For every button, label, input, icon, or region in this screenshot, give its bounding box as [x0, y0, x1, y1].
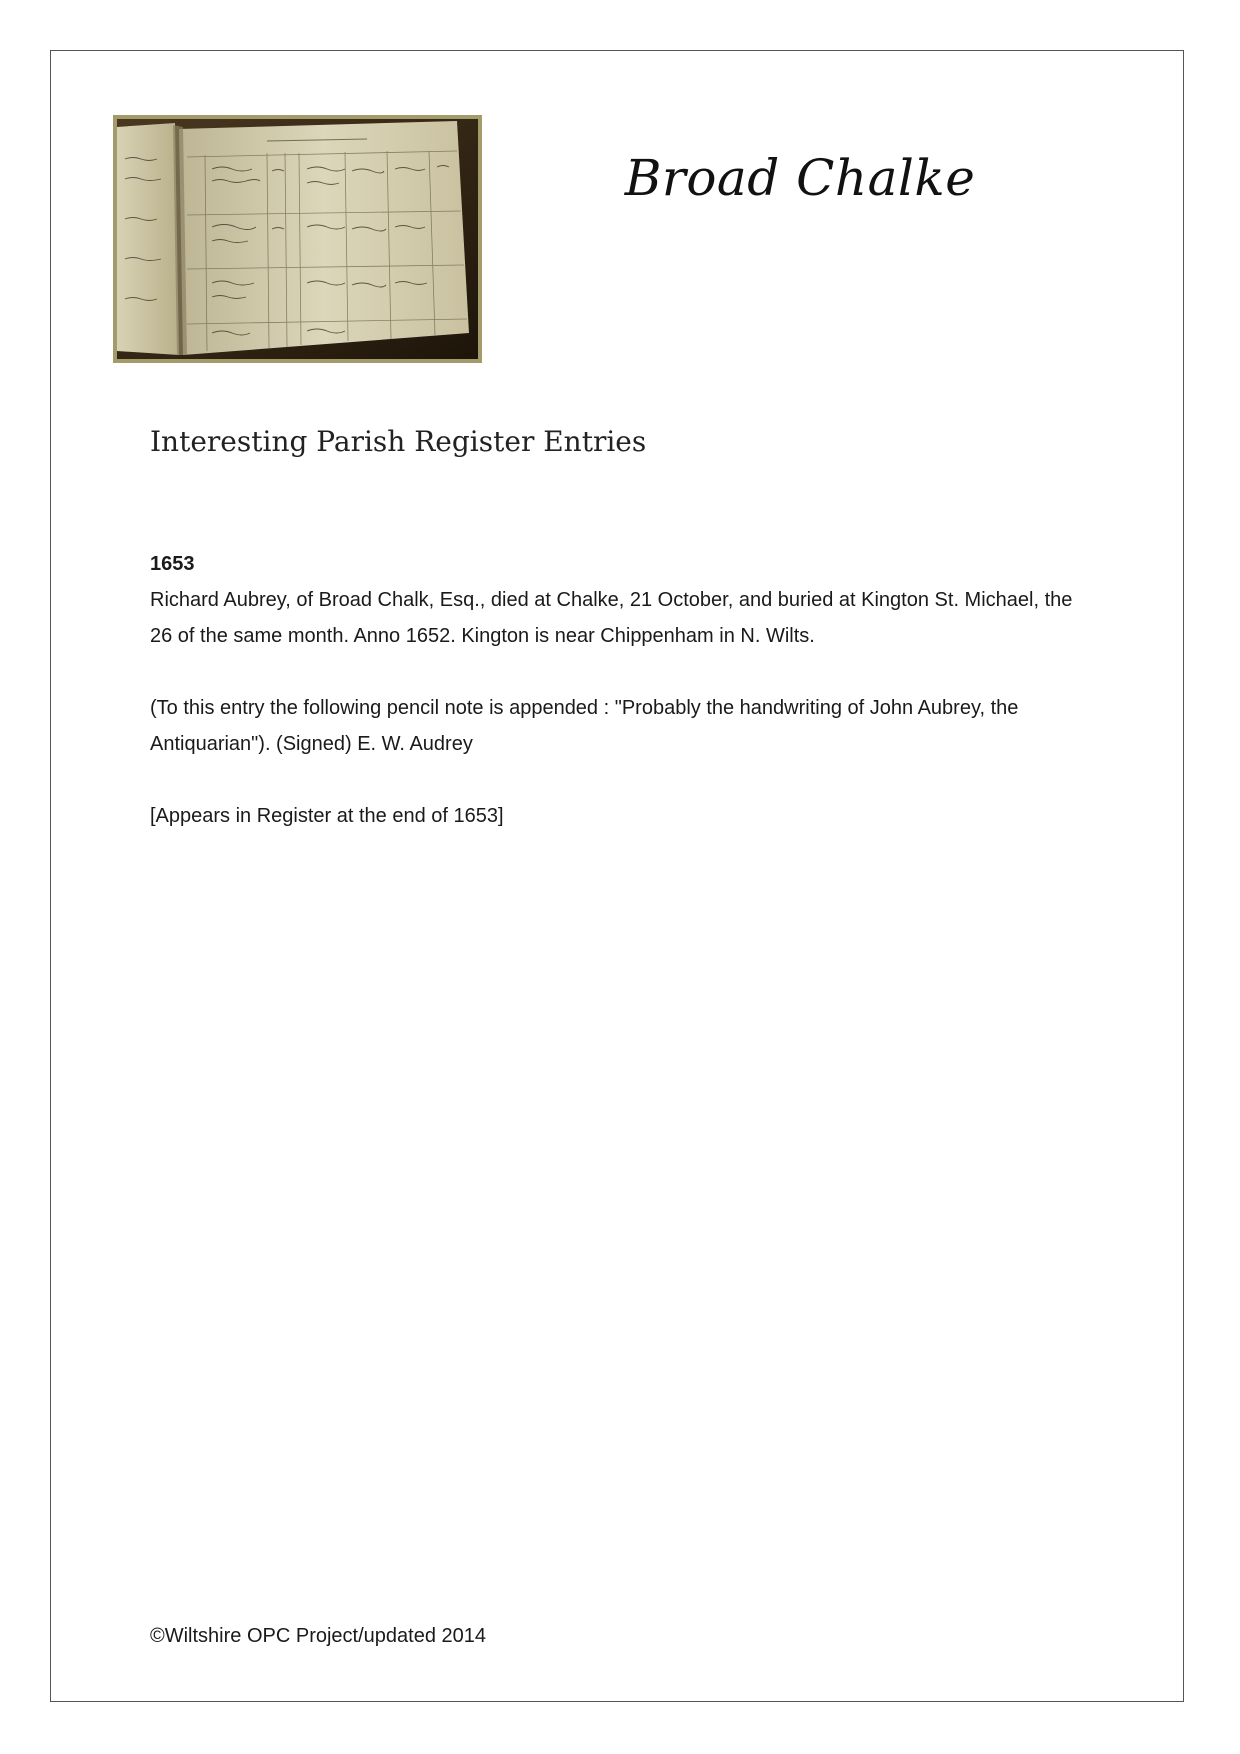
entry-year: 1653	[150, 553, 195, 575]
entry-note: (To this entry the following pencil note is appended : "Probably the handwriting of John Aubrey, the Antiquarian"). (Signed) E. W. Audrey	[150, 697, 1019, 755]
entry-register-location: [Appears in Register at the end of 1653]	[150, 805, 504, 827]
copyright-footer: ©Wiltshire OPC Project/updated 2014	[150, 1625, 487, 1647]
register-book-image	[117, 119, 478, 359]
parish-register-photo	[113, 115, 482, 363]
place-title: Broad Chalke	[624, 149, 976, 207]
section-heading: Interesting Parish Register Entries	[150, 425, 647, 458]
register-entry	[150, 546, 1090, 870]
entry-text: Richard Aubrey, of Broad Chalk, Esq., died at Chalke, 21 October, and buried at Kington St. Michael, the 26 of the same month. Anno 1652. Kington is near Chippenham in N. Wilts.	[150, 589, 1073, 647]
